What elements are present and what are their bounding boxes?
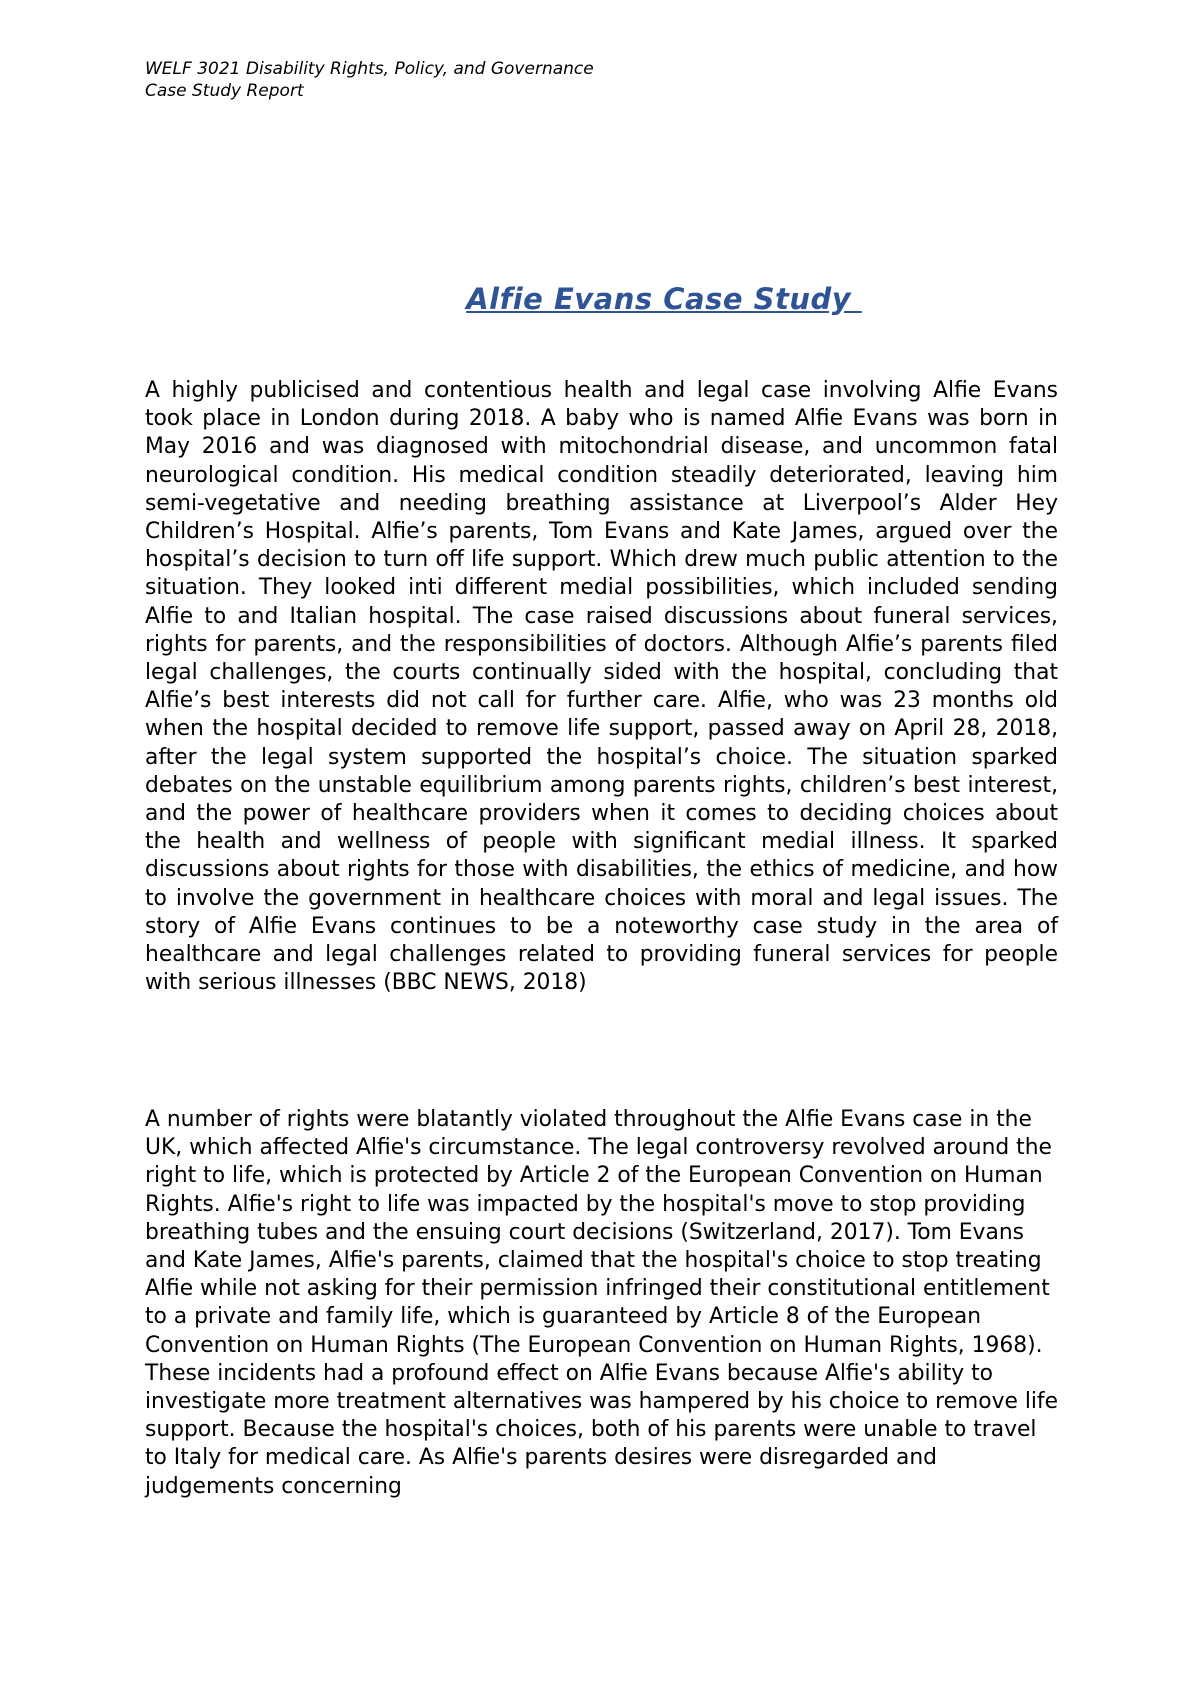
report-type: Case Study Report — [145, 81, 304, 101]
page-header — [145, 58, 594, 102]
document-title-text: Alfie Evans Case Study — [466, 282, 862, 316]
course-title: WELF 3021 Disability Rights, Policy, and Governance — [145, 59, 594, 79]
paragraph-case-summary: A highly publicised and contentious health and legal case involving Alfie Evans took place in London during 2018. A baby who is named Alfie Evans was born in May 2016 and was diagnosed with mitochondrial disease, and uncommon fatal neurological condition. His medical condition steadily deteriorated, leaving him semi-vegetative and needing breathing assistance at Liverpool’s Alder Hey Children’s Hospital. Alfie’s parents, Tom Evans and Kate James, argued over the hospital’s decision to turn off life support. Which drew much public attention to the situation. They looked inti different medial possibilities, which included sending Alfie to and Italian hospital. The case raised discussions about funeral services, rights for parents, and the responsibilities of doctors. Although Alfie’s parents filed legal challenges, the courts continually sided with the hospital, concluding that Alfie’s best interests did not call for further care. Alfie, who was 23 months old when the hospital decided to remove life support, passed away on April 28, 2018, after the legal system supported the hospital’s choice. The situation sparked debates on the unstable equilibrium among parents rights, children’s best interest, and the power of healthcare providers when it comes to deciding choices about the health and wellness of people with significant medial illness. It sparked discussions about rights for those with disabilities, the ethics of medicine, and how to involve the government in healthcare choices with moral and legal issues. The story of Alfie Evans continues to be a noteworthy case study in the area of healthcare and legal challenges related to providing funeral services for people with serious illnesses (BBC NEWS, 2018) — [145, 378, 1058, 996]
document-title — [0, 282, 1200, 316]
paragraph-rights-violations: A number of rights were blatantly violated throughout the Alfie Evans case in the UK, which affected Alfie's circumstance. The legal controversy revolved around the right to life, which is protected by Article 2 of the European Convention on Human Rights. Alfie's right to life was impacted by the hospital's move to stop providing breathing tubes and the ensuing court decisions (Switzerland, 2017). Tom Evans and Kate James, Alfie's parents, claimed that the hospital's choice to stop treating Alfie while not asking for their permission infringed their constitutional entitlement to a private and family life, which is guaranteed by Article 8 of the European Convention on Human Rights (The European Convention on Human Rights, 1968). These incidents had a profound effect on Alfie Evans because Alfie's ability to investigate more treatment alternatives was hampered by his choice to remove life support. Because the hospital's choices, both of his parents were unable to travel to Italy for medical care. As Alfie's parents desires were disregarded and judgements concerning — [145, 1107, 1059, 1499]
